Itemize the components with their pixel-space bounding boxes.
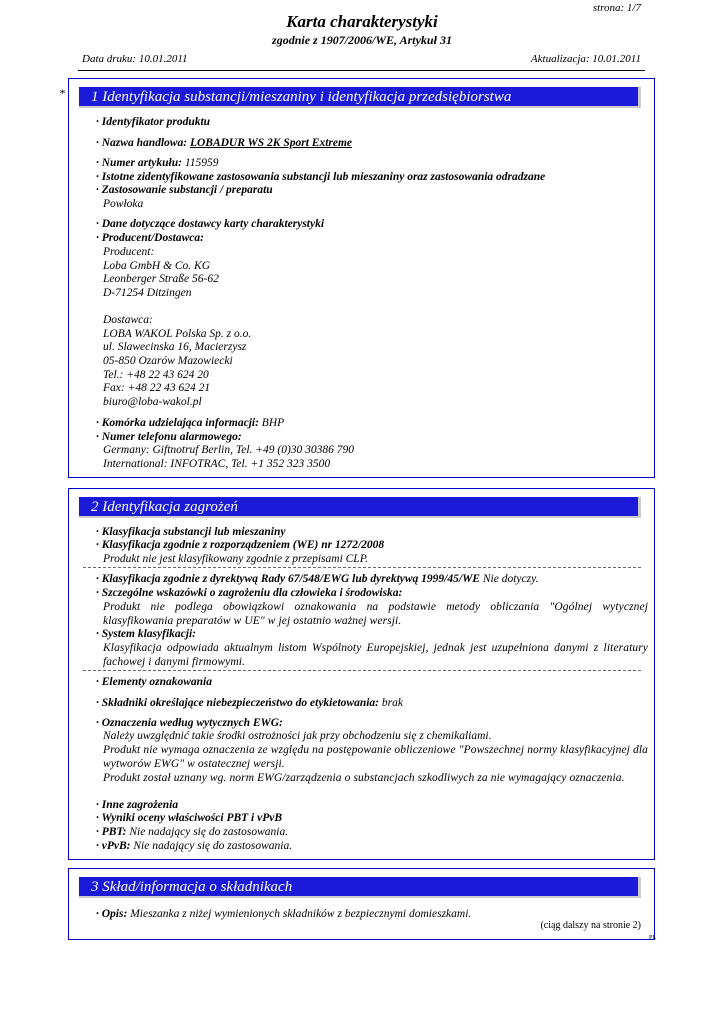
supplier-line: LOBA WAKOL Polska Sp. z o.o. — [103, 328, 252, 340]
application-label: · Zastosowanie substancji / preparatu — [96, 184, 273, 196]
producer-line: Leonberger Straße 56-62 — [103, 273, 219, 285]
article-number-label: · Numer artykułu: — [96, 157, 182, 169]
page-number: strona: 1/7 — [592, 2, 641, 14]
ewg-line: Należy uwzględnić takie środki ostrożności jak przy obchodzeniu się z chemikaliami. — [103, 730, 492, 742]
continued-note: (ciąg dalszy na stronie 2) — [540, 920, 641, 931]
supplier-email: biuro@loba-wakol.pl — [103, 396, 202, 408]
pbt-results: · Wyniki oceny właściwości PBT i vPvB — [96, 812, 283, 824]
label-elements: · Elementy oznakowania — [96, 676, 212, 688]
document-title: Karta charakterystyki — [286, 12, 438, 31]
language-code: PL — [648, 935, 656, 941]
section-3-heading: 3 Skład/informacja o składnikach — [79, 877, 641, 898]
components-label: · Składniki określające niebezpieczeństwo do etykietowania: — [96, 697, 380, 709]
vpvb-row — [96, 839, 292, 853]
system-label: · System klasyfikacji: — [96, 628, 196, 640]
ewg-label: · Oznaczenia według wytycznych EWG: — [96, 717, 283, 729]
info-value: BHP — [261, 417, 285, 429]
clp-label: · Klasyfikacja zgodnie z rozporządzeniem (WE) nr 1272/2008 — [96, 539, 385, 551]
pbt-row — [96, 825, 288, 839]
supplier-line: Dostawca: — [103, 314, 153, 326]
print-date: Data druku: 10.01.2011 — [82, 53, 188, 65]
description-value: Mieszanka z niżej wymienionych składników z bezpiecznymi domieszkami. — [130, 908, 472, 920]
producer-label: · Producent/Dostawca: — [96, 232, 204, 244]
ewg-text: Produkt został uznany wg. norm EWG/zarządzenia o substancjach szkodliwych za nie wymagający oznaczenia. — [103, 772, 625, 784]
trade-name-label: · Nazwa handlowa: — [96, 137, 188, 149]
emergency-label: · Numer telefonu alarmowego: — [96, 431, 242, 443]
info-row — [96, 416, 284, 430]
pbt-value: Nie nadający się do zastosowania. — [129, 826, 289, 838]
hazard-label: · Szczególne wskazówki o zagrożeniu dla człowieka i środowiska: — [96, 587, 403, 599]
dashed-divider — [83, 567, 641, 568]
update-date: Aktualizacja: 10.01.2011 — [530, 53, 641, 65]
ewg-text: Produkt nie wymaga oznaczenia ze względu na postępowanie obliczeniowe "Powszechnej normy klasyfikacyjnej dla wytworów EWG" w ostatecznej wersji. — [103, 744, 648, 770]
section-1-heading: 1 Identyfikacja substancji/mieszaniny i identyfikacja przedsiębiorstwa — [79, 87, 641, 108]
clp-value: Produkt nie jest klasyfikowany zgodnie z przepisami CLP. — [103, 553, 369, 565]
article-number-row — [96, 156, 218, 170]
document-subtitle: zgodnie z 1907/2006/WE, Artykuł 31 — [272, 33, 452, 47]
vpvb-value: Nie nadający się do zastosowania. — [133, 840, 293, 852]
system-text: Klasyfikacja odpowiada aktualnym listom Wspólnoty Europejskiej, jednak jest uzupełniona danymi z literatury fachowej i danymi firmowymi. — [103, 642, 648, 668]
description-label: · Opis: — [96, 908, 128, 920]
directive-label: · Klasyfikacja zgodnie z dyrektywą Rady 67/548/EWG lub dyrektywą 1999/45/WE — [96, 573, 480, 585]
section-2-heading: 2 Identyfikacja zagrożeń — [79, 497, 641, 518]
directive-row — [96, 572, 538, 586]
dashed-divider — [83, 670, 641, 671]
classification-label: · Klasyfikacja substancji lub mieszaniny — [96, 526, 286, 538]
change-marker: * — [59, 86, 65, 100]
producer-line: Loba GmbH & Co. KG — [103, 260, 211, 272]
vpvb-label: · vPvB: — [96, 840, 131, 852]
producer-line: D-71254 Ditzingen — [103, 287, 192, 299]
directive-value: Nie dotyczy. — [482, 573, 539, 585]
components-row — [96, 696, 403, 710]
supplier-line: ul. Slawecinska 16, Macierzysz — [103, 341, 247, 353]
hazard-text: Produkt nie podlega obowiązkowi oznakowania na podstawie metody obliczania "Ogólnej wytycznej klasyfikowania preparatów w UE" w jej ostatnio ważnej wersji. — [103, 601, 648, 627]
supplier-line: 05-850 Ozarów Mazowiecki — [103, 355, 233, 367]
supplier-details: · Dane dotyczące dostawcy karty charakterystyki — [96, 218, 325, 230]
info-label: · Komórka udzielająca informacji: — [96, 417, 259, 429]
supplier-line: Tel.: +48 22 43 624 20 — [103, 369, 209, 381]
header-divider — [78, 70, 645, 71]
trade-name-value: LOBADUR WS 2K Sport Extreme — [189, 137, 353, 149]
emergency-line: International: INFOTRAC, Tel. +1 352 323 3500 — [103, 458, 331, 470]
product-identifier: · Identyfikator produktu — [96, 116, 211, 128]
trade-name-row — [96, 136, 352, 150]
pbt-label: · PBT: — [96, 826, 127, 838]
supplier-line: Fax: +48 22 43 624 21 — [103, 382, 211, 394]
other-hazards: · Inne zagrożenia — [96, 799, 179, 811]
components-value: brak — [381, 697, 403, 709]
identified-uses: · Istotne zidentyfikowane zastosowania substancji lub mieszaniny oraz zastosowania odradzane — [96, 171, 546, 183]
emergency-line: Germany: Giftnotruf Berlin, Tel. +49 (0)30 30386 790 — [103, 444, 355, 456]
application-value: Powłoka — [103, 198, 144, 210]
description-row — [96, 907, 471, 921]
article-number-value: 115959 — [184, 157, 219, 169]
producer-line: Producent: — [103, 246, 155, 258]
